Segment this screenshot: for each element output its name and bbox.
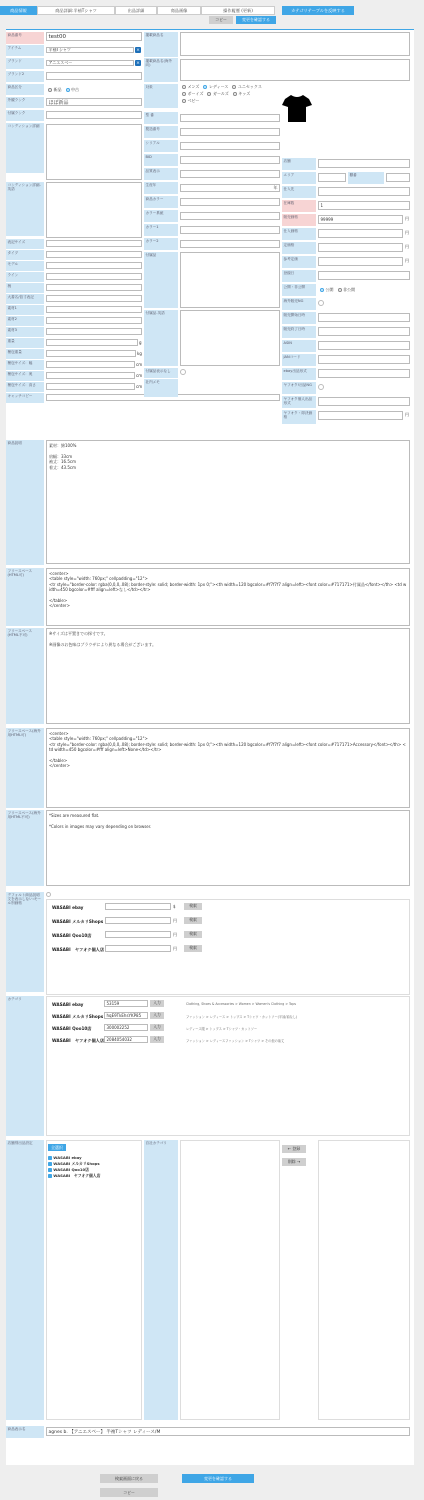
list-price-unit: 円 — [405, 244, 409, 249]
select-all-button[interactable]: 全選択 — [48, 1144, 66, 1151]
product-name-en-input[interactable] — [180, 59, 410, 81]
label-condition-detail: コンディション詳細 — [6, 123, 44, 173]
mall-price-shop-mercari: WASABI メルカリShops — [52, 919, 104, 924]
product-form — [6, 29, 414, 1465]
label-brand: ブランド — [6, 58, 44, 69]
type-input[interactable] — [46, 251, 142, 258]
model-input[interactable] — [46, 262, 142, 269]
material2-input[interactable] — [46, 317, 142, 324]
label-own-category: 自社カテゴリ — [144, 1140, 178, 1420]
color-series-input[interactable] — [180, 198, 280, 206]
category-ebay-input-button[interactable]: 入力 — [150, 1000, 164, 1007]
label-appearance-rank: 外観ランク — [6, 97, 44, 108]
label-purchase-price: 仕入価格 — [282, 228, 316, 240]
label-material1: 素材1 — [6, 305, 44, 315]
label-model: モデル — [6, 261, 44, 271]
label-ebay-format: ebay出品形式 — [282, 368, 316, 380]
ship-weight-input[interactable] — [46, 350, 136, 357]
free1-textarea[interactable]: <center> <table style="width: 760px;" cellpadding="12"> <tr style="border-color: rgba(0,0,0,.08); border-style: solid; border-width: 1px 0;"><th width=120 bgcolor=#f7f7f7 align=left><font color=#717171>付属品</font></th> <td width=450 bgcolor=#fff align=left>なし</td></tr> </table> </center> — [46, 568, 410, 626]
mall-check-ebay[interactable]: WASABI ebay — [48, 1155, 82, 1160]
label-publish: 公開・非公開 — [282, 284, 316, 296]
pack-depth-input[interactable] — [46, 372, 135, 379]
free3-textarea[interactable]: <center> <table style="width: 760px;" cellpadding="12"> <tr style="border-color: rgba(0,0,0,.08); border-style: solid; border-width: 1px 0;"><th width=120 bgcolor=#f7f7f7 align=left><font color=#717171>Accessory</font></th> <td width=450 bgcolor=#fff align=left>None</td></tr> </table> </center> — [46, 728, 410, 808]
label-product-no: 商品番号 — [6, 32, 44, 44]
copy-button-bottom[interactable]: コピー — [100, 1488, 158, 1497]
label-memo: 社内メモ — [144, 379, 178, 397]
yahoo-price-input[interactable] — [318, 411, 403, 420]
tab-bar — [0, 6, 424, 15]
registered-input[interactable] — [318, 271, 410, 280]
label-material3: 素材3 — [6, 327, 44, 337]
product-name-input[interactable] — [180, 32, 410, 56]
label-pack-width: 梱包サイズ：幅 — [6, 360, 44, 370]
label-overseas-ng: 海外販売NG — [282, 298, 316, 310]
selected-category-list[interactable] — [318, 1140, 410, 1420]
mall-price-yahoo-input[interactable] — [105, 945, 171, 952]
overseas-ng-checkbox[interactable] — [318, 300, 324, 306]
category-shop-qoo10: WASABI Qoo10店 — [52, 1026, 92, 1031]
register-category-button[interactable]: ← 登録 — [282, 1145, 306, 1153]
area-input[interactable] — [318, 173, 346, 182]
label-sale-price: 販売価格 — [282, 214, 316, 226]
mall-price-qoo10-unit: 円 — [173, 932, 177, 937]
label-origin: 生産年 — [144, 182, 178, 194]
mfr-no-input[interactable] — [180, 128, 280, 136]
item-input[interactable]: 半袖Tシャツ — [46, 47, 134, 53]
mall-price-qoo10-search-button[interactable]: 検索 — [184, 931, 202, 938]
label-target-malls: 店舗別出品設定 — [6, 1140, 44, 1420]
own-category-list[interactable] — [180, 1140, 280, 1420]
weight-input[interactable] — [46, 339, 138, 346]
shelf-input[interactable] — [386, 173, 410, 182]
purchase-price-unit: 円 — [405, 230, 409, 235]
back-to-search-button[interactable]: 検索画面に戻る — [100, 1474, 158, 1483]
tab-product-detail[interactable]: 商品詳細:半袖Tシャツ — [37, 6, 115, 15]
label-yahoo-ng: ヤフオク!出品NG — [282, 382, 316, 394]
mall-price-ebay-input[interactable] — [105, 903, 171, 910]
radio-private[interactable]: 非公開 — [338, 287, 356, 293]
label-free3: フリースペース(海外用HTML可) — [6, 728, 44, 808]
category-qoo10-code[interactable]: 300002252 — [104, 1024, 148, 1031]
tshirt-icon — [282, 94, 312, 122]
label-shelf: 棚番 — [348, 172, 384, 184]
label-pattern: 柄 — [6, 283, 44, 293]
sale-price-input[interactable]: 99999 — [318, 215, 403, 224]
label-store: 店舗 — [282, 158, 316, 170]
category-qoo10-input-button[interactable]: 入力 — [150, 1024, 164, 1031]
supplier-input[interactable] — [318, 187, 410, 196]
radio-kids[interactable]: キッズ — [233, 91, 250, 97]
tab-listing-detail[interactable]: 出品詳細 — [115, 6, 157, 15]
label-catch-copy: キャッチコピー — [6, 393, 44, 403]
material3-input[interactable] — [46, 328, 142, 335]
purchase-price-input[interactable] — [318, 229, 403, 238]
condition-detail-textarea[interactable] — [46, 124, 142, 180]
ship-weight-unit: kg — [137, 351, 142, 356]
serial-input[interactable] — [180, 142, 280, 150]
category-yahoo-code[interactable]: 2084054032 — [104, 1036, 148, 1043]
label-supplier: 仕入先 — [282, 186, 316, 198]
bid-input[interactable] — [180, 156, 280, 164]
color1-input[interactable] — [180, 226, 280, 234]
product-no-input[interactable]: test00 — [46, 32, 142, 41]
mall-price-shop-ebay: WASABI ebay — [52, 905, 84, 910]
category-shop-mercari: WASABI メルカリShops — [52, 1014, 104, 1019]
pattern-input[interactable] — [46, 284, 142, 291]
clear-item-icon[interactable]: × — [136, 47, 140, 53]
label-pack-depth: 梱包サイズ：奥 — [6, 371, 44, 381]
apply-category-table-button[interactable]: カテゴリテーブルを反映する — [282, 6, 354, 15]
pack-height-input[interactable] — [46, 383, 135, 390]
sale-start-input[interactable] — [318, 313, 410, 322]
label-category: カテゴリ — [6, 996, 44, 1136]
label-material2: 素材2 — [6, 316, 44, 326]
label-mall-prices: デフォルト商品説明文を表示しない:モール別価格 — [6, 892, 44, 992]
label-weight: 重量 — [6, 338, 44, 348]
label-list-price: 定価格 — [282, 242, 316, 254]
label-sale-end: 販売終了日時 — [282, 326, 316, 338]
label-serial: シリアル — [144, 140, 178, 152]
tab-images[interactable]: 商品画像 — [157, 6, 201, 15]
label-accessories-en: 付属品-英語 — [144, 310, 178, 366]
product-class-radios — [48, 87, 83, 93]
quality-input[interactable] — [180, 170, 280, 178]
mall-price-mercari-input[interactable] — [105, 917, 171, 924]
label-item: アイテム — [6, 45, 44, 56]
mall-price-ebay-unit: $ — [173, 904, 176, 909]
line-input[interactable] — [46, 273, 142, 280]
clear-brand-icon[interactable]: × — [136, 60, 140, 66]
label-color1: カラー1 — [144, 224, 178, 236]
label-yahoo-format: ヤフオク個人出品形式 — [282, 396, 316, 408]
label-target: 対象 — [144, 84, 178, 108]
brand-input[interactable]: アニエスベー — [46, 60, 134, 66]
category-shop-yahoo: WASABI ヤフオク個人店 — [52, 1038, 105, 1043]
category-yahoo-path: ファッション > レディースファッション > Tシャツ > その他の袖丈 — [186, 1039, 285, 1043]
label-registered: 登録日 — [282, 270, 316, 282]
mall-price-mercari-unit: 円 — [173, 918, 177, 923]
yahoo-ng-checkbox[interactable] — [318, 384, 324, 390]
color-system-select[interactable] — [180, 212, 280, 220]
radio-baby[interactable]: ベビー — [182, 98, 199, 104]
label-size: 表記サイズ — [6, 239, 44, 249]
radio-new[interactable]: 新品 — [48, 87, 62, 93]
label-sale-start: 販売開始日時 — [282, 312, 316, 324]
store-input[interactable] — [318, 159, 410, 168]
model-no-input[interactable] — [180, 114, 280, 122]
category-yahoo-input-button[interactable]: 入力 — [150, 1036, 164, 1043]
material1-input[interactable] — [46, 306, 142, 313]
free4-textarea[interactable]: *Sizes are measured flat. *Colors in images may vary depending on browser. — [46, 810, 410, 886]
mall-price-shop-yahoo: WASABI ヤフオク個人店 — [52, 947, 105, 952]
list-price-input[interactable] — [318, 243, 403, 252]
description-textarea[interactable]: 素材：綿100% 肩幅：33cm 袖丈：16.5cm 着丈：43.5cm — [46, 440, 410, 564]
label-ship-weight: 梱包重量 — [6, 349, 44, 359]
label-free2: フリースペース(HTML不可) — [6, 628, 44, 724]
radio-public[interactable]: 公開 — [320, 287, 334, 293]
mall-price-qoo10-input[interactable] — [105, 931, 171, 938]
mall-check-yahoo[interactable]: WASABI ヤフオク個人店 — [48, 1173, 100, 1179]
label-pack-height: 梱包サイズ：高さ — [6, 382, 44, 392]
radio-unisex[interactable]: ユニセックス — [232, 84, 261, 90]
delete-category-button[interactable]: 削除 → — [282, 1158, 306, 1166]
target-malls-panel — [46, 1140, 142, 1420]
label-model-no: 型 番 — [144, 112, 178, 124]
label-jan: JANコード — [282, 354, 316, 366]
label-type: タイプ — [6, 250, 44, 260]
label-free1: フリースペース(HTML可) — [6, 568, 44, 626]
mall-check-mercari[interactable]: WASABI メルカリShops — [48, 1161, 100, 1167]
no-accessories-checkbox[interactable] — [180, 369, 186, 375]
label-color2: カラー2 — [144, 238, 178, 250]
label-quantity: 在庫数 — [282, 200, 316, 212]
label-product-name: 掲載商品名 — [144, 32, 178, 57]
pack-width-input[interactable] — [46, 361, 135, 368]
accessories-textarea[interactable] — [180, 252, 280, 308]
category-qoo10-path: レディース服 > トップス > Tシャツ・カットソー — [186, 1027, 258, 1031]
pack-depth-unit: cm — [136, 373, 143, 378]
tab-history[interactable]: 操作履歴 (更新) — [201, 6, 275, 15]
appearance-rank-select[interactable]: ほぼ新品 — [46, 98, 142, 106]
weight-unit: g — [139, 340, 142, 345]
label-no-accessories: 付属品表示なし — [144, 368, 178, 378]
label-brand2: ブランド2 — [6, 71, 44, 82]
display-name-input[interactable]: agnes b. 【アニエスベー】 半袖Tシャツ レディース/M — [46, 1427, 410, 1436]
sale-price-unit: 円 — [405, 216, 409, 221]
jan-input[interactable] — [318, 355, 410, 364]
label-line: ライン — [6, 272, 44, 282]
publish-radios — [320, 287, 359, 293]
mall-price-yahoo-unit: 円 — [173, 946, 177, 951]
mall-price-mercari-search-button[interactable]: 検索 — [184, 917, 202, 924]
asin-input[interactable] — [318, 341, 410, 350]
category-shop-ebay: WASABI ebay — [52, 1002, 84, 1007]
radio-mens[interactable]: メンズ — [182, 84, 199, 90]
radio-boys[interactable]: ボーイズ — [182, 91, 203, 97]
copy-button-top[interactable]: コピー — [209, 16, 233, 24]
quantity-input[interactable]: 1 — [318, 201, 410, 210]
pack-width-unit: cm — [136, 362, 143, 367]
label-color-system: カラー系統 — [144, 210, 178, 222]
confirm-button-top[interactable]: 変更を確認する — [236, 16, 276, 24]
label-quality: 品質表示 — [144, 168, 178, 180]
label-condition-note: コンディション詳細-英語 — [6, 182, 44, 236]
size-detail-input[interactable] — [46, 295, 142, 302]
radio-used[interactable]: 中古 — [66, 87, 80, 93]
origin-input[interactable]: 年 — [180, 184, 280, 192]
label-product-class: 商品区分 — [6, 84, 44, 95]
color2-input[interactable] — [180, 240, 280, 248]
ref-price-unit: 円 — [405, 258, 409, 263]
mall-price-ebay-search-button[interactable]: 検索 — [184, 903, 202, 910]
label-ref-price: 参考定価 — [282, 256, 316, 268]
label-product-name-en: 掲載商品名(海外向) — [144, 58, 178, 82]
category-ebay-path: Clothing, Shoes & Accessories > Women > Women's Clothing > Tops — [186, 1002, 297, 1006]
yahoo-price-unit: 円 — [405, 412, 409, 417]
label-color-series: 商品カラー — [144, 196, 178, 208]
label-bid: BID — [144, 154, 178, 166]
label-asin: ASIN — [282, 340, 316, 352]
radio-ladies[interactable]: レディース — [203, 84, 228, 90]
label-description: 商品説明 — [6, 440, 44, 565]
brand2-input[interactable] — [46, 72, 142, 80]
default-hide-checkbox[interactable] — [46, 892, 51, 897]
size-input[interactable] — [46, 240, 142, 247]
radio-girls[interactable]: ガールズ — [207, 91, 228, 97]
target-radios — [182, 84, 282, 104]
free2-textarea[interactable]: ※サイズは平置きでの採寸です。 ※画像のお色味はブラウザにより異なる場合がございます。 — [46, 628, 410, 724]
category-mercari-path: ファッション > レディース > トップス > Tシャツ・カットソー(半袖/袖なし) — [186, 1015, 298, 1019]
ref-price-input[interactable] — [318, 257, 403, 266]
category-mercari-input-button[interactable]: 入力 — [150, 1012, 164, 1019]
mall-price-shop-qoo10: WASABI Qoo10店 — [52, 933, 92, 938]
accessories-en-textarea[interactable] — [180, 310, 280, 366]
confirm-button-bottom[interactable]: 変更を確認する — [182, 1474, 254, 1483]
category-ebay-code[interactable]: 53159 — [104, 1000, 148, 1007]
mall-price-yahoo-search-button[interactable]: 検索 — [184, 945, 202, 952]
label-mfr-no: 製造番号 — [144, 126, 178, 138]
yahoo-format-select[interactable] — [318, 397, 410, 406]
category-mercari-code[interactable]: hqE9TkEhsYKP85 — [104, 1012, 148, 1019]
tab-product-info[interactable]: 商品情報 — [0, 6, 37, 15]
label-accessory-rank: 付属ランク — [6, 110, 44, 121]
condition-note-textarea[interactable] — [46, 182, 142, 238]
label-display-name: 商品表示名 — [6, 1426, 44, 1438]
mall-check-qoo10[interactable]: WASABI Qoo10店 — [48, 1167, 89, 1173]
accessory-rank-select[interactable] — [46, 111, 142, 119]
pack-height-unit: cm — [136, 384, 143, 389]
ebay-format-select[interactable] — [318, 369, 410, 378]
sale-end-input[interactable] — [318, 327, 410, 336]
label-free4: フリースペース(海外用HTML不可) — [6, 810, 44, 886]
label-accessories: 付属品 — [144, 252, 178, 308]
label-yahoo-price: ヤフオク・即決価格 — [282, 410, 316, 424]
label-size-detail: 大書名/倍寸表記 — [6, 294, 44, 304]
label-area: エリア — [282, 172, 316, 184]
